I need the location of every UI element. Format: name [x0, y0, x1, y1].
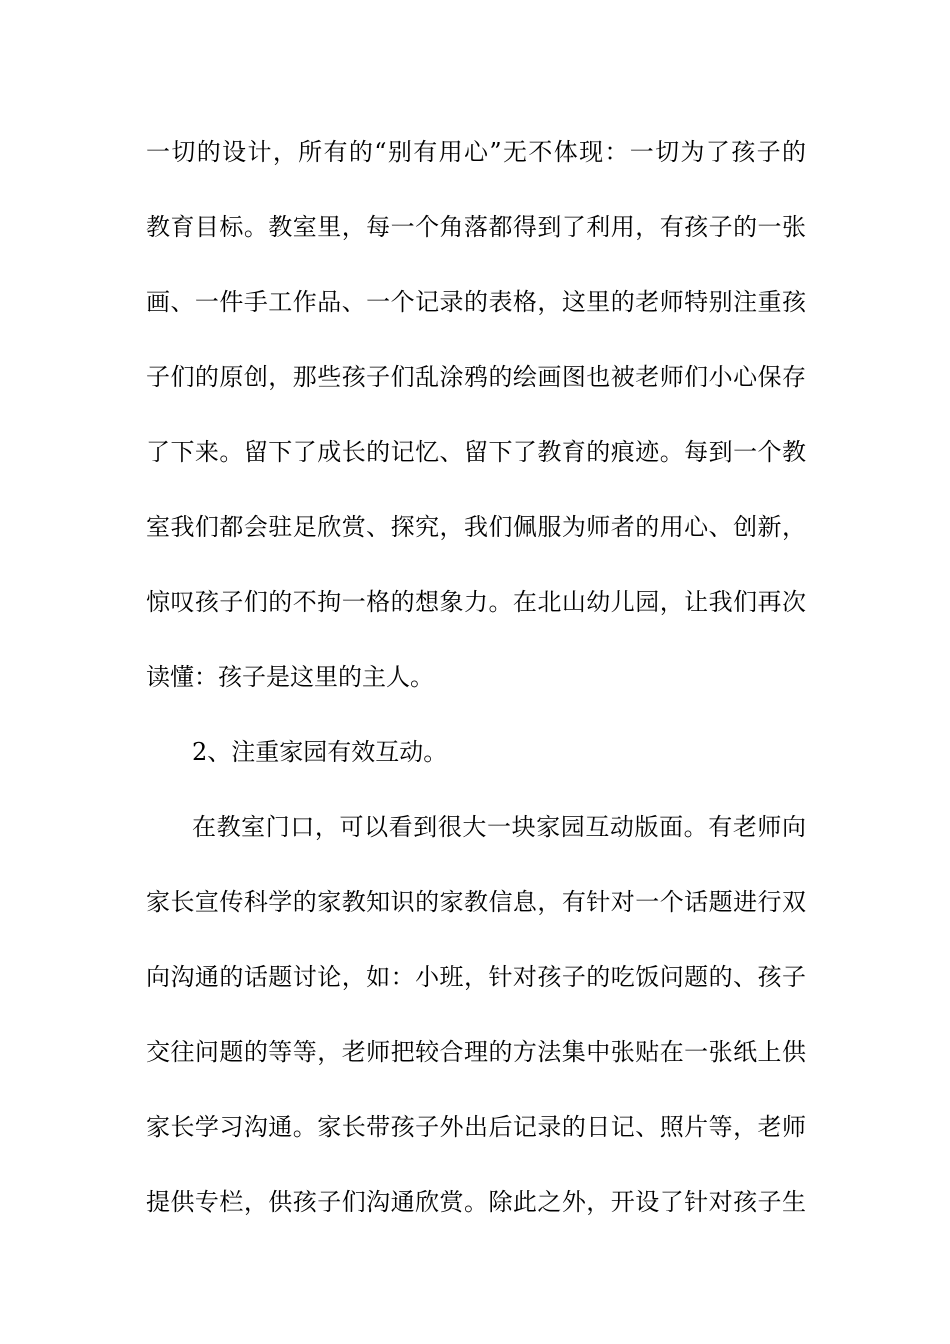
body-text-line: 一切的设计，所有的“别有用心”无不体现：一切为了孩子的	[146, 138, 806, 166]
body-text-line: 家长宣传科学的家教知识的家教信息，有针对一个话题进行双	[146, 888, 806, 916]
body-text-line: 交往问题的等等，老师把较合理的方法集中张贴在一张纸上供	[146, 1038, 806, 1066]
body-text-line: 教育目标。教室里，每一个角落都得到了利用，有孩子的一张	[146, 213, 806, 241]
body-text-line: 画、一件手工作品、一个记录的表格，这里的老师特别注重孩	[146, 288, 806, 316]
body-text-line: 惊叹孩子们的不拘一格的想象力。在北山幼儿园，让我们再次	[146, 588, 806, 616]
section-heading: 2、注重家园有效互动。	[192, 738, 448, 766]
body-text-line: 子们的原创，那些孩子们乱涂鸦的绘画图也被老师们小心保存	[146, 363, 806, 391]
body-text-line: 家长学习沟通。家长带孩子外出后记录的日记、照片等，老师	[146, 1113, 806, 1141]
body-text-line: 提供专栏，供孩子们沟通欣赏。除此之外，开设了针对孩子生	[146, 1188, 806, 1216]
body-text-line: 向沟通的话题讨论，如：小班，针对孩子的吃饭问题的、孩子	[146, 963, 806, 991]
body-text-line: 室我们都会驻足欣赏、探究，我们佩服为师者的用心、创新，	[146, 513, 806, 541]
body-text-line: 在教室门口，可以看到很大一块家园互动版面。有老师向	[192, 813, 806, 841]
body-text-line: 了下来。留下了成长的记忆、留下了教育的痕迹。每到一个教	[146, 438, 806, 466]
body-text-line: 读懂：孩子是这里的主人。	[146, 663, 434, 691]
